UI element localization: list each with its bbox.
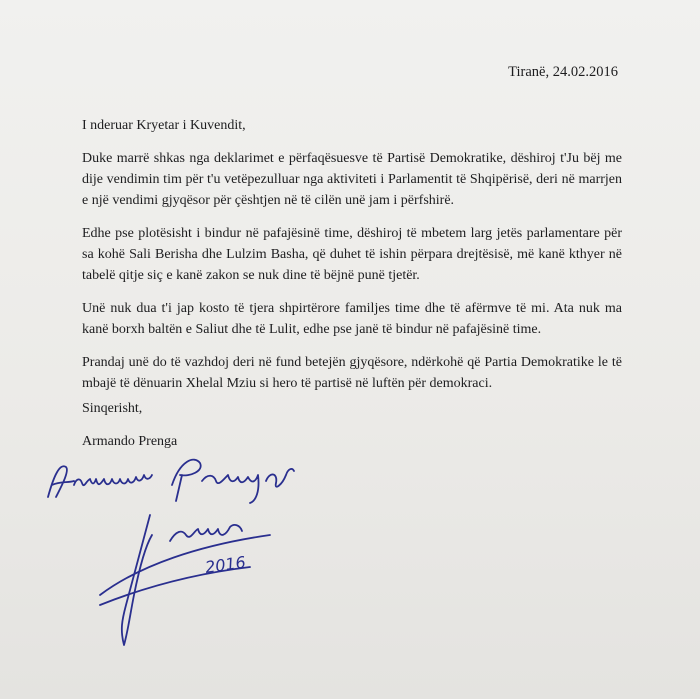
letter-body [82, 115, 622, 406]
place-date: Tiranë, 24.02.2016 [508, 64, 618, 80]
paragraph-4: Prandaj unë do të vazhdoj deri në fund betejën gjyqësore, ndërkohë që Partia Demokratike le të mbajë të dënuarin Xhelal Mziu si hero të partisë në luftën për demokraci. [82, 355, 622, 391]
signer-name: Armando Prenga [82, 434, 178, 449]
paragraph-1: Duke marrë shkas nga deklarimet e përfaqësuesve të Partisë Demokratike, dëshiroj t'Ju bëj me dije vendimin tim për t'u vetëpezulluar nga aktiviteti i Parlamentit të Shqipërisë, deri në marrjen e një vendimi gjyqësor për çështjen në të cilën unë jam i përfshirë. [82, 151, 622, 208]
salutation: I nderuar Kryetar i Kuvendit, [82, 118, 246, 133]
handwritten-signature [30, 445, 330, 655]
paragraph-3: Unë nuk dua t'i jap kosto të tjera shpirtërore familjes time dhe të afërmve të mi. Ata nuk ma kanë borxh baltën e Saliut dhe të Lulit, edhe pse janë të bindur në pafajësinë time. [82, 301, 622, 337]
paragraph-2: Edhe pse plotësisht i bindur në pafajësinë time, dëshiroj të mbetem larg jetës parlamentare për sa kohë Sali Berisha dhe Lulzim Basha, që duhet të ishin përpara drejtësisë, më kanë kthyer në tabelë qitje siç e kanë zakon se nuk dine të bëjnë punë tjetër. [82, 226, 622, 283]
signature-year: 2016 [203, 552, 247, 577]
closing: Sinqerisht, [82, 401, 143, 416]
